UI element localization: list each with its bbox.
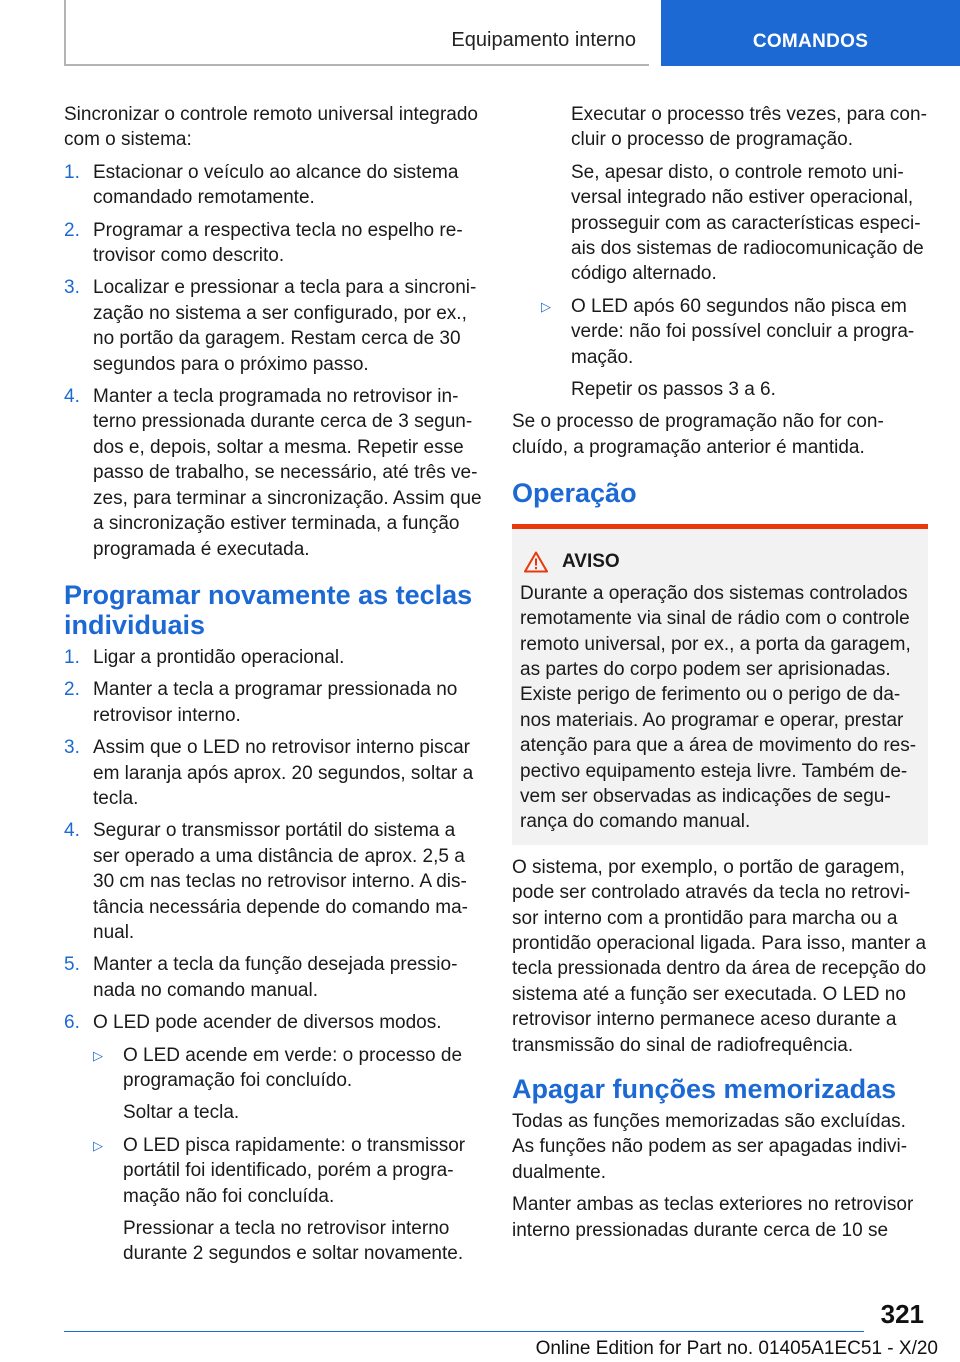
step-number: 3. <box>64 737 80 759</box>
step-number: 4. <box>64 820 80 842</box>
step-text: Segurar o transmissor portátil do sistema a ser operado a uma distância de aprox. 2,5 a 30 cm nas teclas no retrovisor interno. A distância necessária depende do comando manual. <box>93 820 468 943</box>
step-text: Manter a tecla a programar pressionada no retrovisor interno. <box>93 679 458 726</box>
section-title: Equipamento interno <box>451 29 636 51</box>
step-number: 5. <box>64 954 80 976</box>
bullet-text: O LED pisca rapidamente: o transmissor portátil foi identificado, porém a programação não foi concluída. <box>123 1134 466 1207</box>
list-item <box>64 384 482 562</box>
warning-title <box>520 549 920 574</box>
heading-delete: Apagar funções memorizadas <box>512 1074 897 1104</box>
triangle-bullet-icon: ▷ <box>93 1137 103 1153</box>
bullet-text: O LED acende em verde: o processo de programação foi concluído. <box>123 1044 463 1091</box>
warning-text: Durante a operação dos sistemas controlados remotamente via sinal de rádio com o controle remoto universal, por ex., a porta da garagem, as partes do corpo podem ser aprisionadas. Existe perigo de ferimento ou o perigo de danos materiais. Ao programar e operar, prestar atenção para que a área de movimento do respectivo equipamento esteja livre. Também devem ser observadas as indicações de segurança do comando manual. <box>520 582 917 833</box>
step-text: Estacionar o veículo ao alcance do sistema comandado remotamente. <box>93 161 459 209</box>
list-item <box>64 1010 482 1035</box>
step-text: Manter a tecla programada no retrovisor interno pressionada durante cerca de 3 segundos e, depois, soltar a mesma. Repetir esse passo de trabalho, se necessário, até três vezes, para terminar a sincronização. Assim que a sincronização estiver terminada, a função programada é executada. <box>93 386 482 560</box>
list-item <box>64 818 482 945</box>
step-text: Assim que o LED no retrovisor interno piscar em laranja após aprox. 20 segundos, soltar a tecla. <box>93 737 474 809</box>
triangle-bullet-icon: ▷ <box>541 298 551 314</box>
heading-operation: Operação <box>512 478 637 509</box>
step-number: 2. <box>64 679 80 701</box>
continuation-text: Se, apesar disto, o controle remoto universal integrado não estiver operacional, prosseguir com as características especiais dos sistemas de radiocomunicação de código alternado. <box>571 161 924 285</box>
step-text: Localizar e pressionar a tecla para a sincronização no sistema a ser configurado, por ex., no portão da garagem. Restam cerca de 30 segundos para o próximo passo. <box>93 277 477 375</box>
bullet-continuation: Repetir os passos 3 a 6. <box>571 379 776 401</box>
step-text: Manter a tecla da função desejada pressionada no comando manual. <box>93 954 458 1001</box>
list-item <box>64 218 482 269</box>
continuation-text: Executar o processo três vezes, para concluir o processo de programação. <box>571 104 927 151</box>
list-item <box>64 952 482 1003</box>
warning-label: AVISO <box>562 551 620 573</box>
list-item <box>64 160 482 211</box>
step-text: O LED pode acender de diversos modos. <box>93 1012 442 1034</box>
step-number: 3. <box>64 277 80 299</box>
bullet-text: O LED após 60 segundos não pisca em verde: não foi possível concluir a programação. <box>571 295 915 368</box>
list-item <box>64 735 482 811</box>
list-item <box>64 677 482 728</box>
right-column <box>512 102 928 1250</box>
page-header <box>0 0 960 66</box>
bullet-item <box>64 1133 482 1209</box>
step-number: 2. <box>64 219 80 241</box>
step-text: Ligar a prontidão operacional. <box>93 646 345 668</box>
step-number: 4. <box>64 386 80 408</box>
chapter-tab: COMANDOS <box>661 0 960 66</box>
paragraph: O sistema, por exemplo, o portão de garagem, pode ser controlado através da tecla no retrovisor interno com a prontidão para marcha ou a prontidão operacional ligada. Para isso, manter a tecla pressionada dentro da área de recepção do sistema até a função ser executada. O LED no retrovisor interno permanece aceso durante a transmissão do sinal de radiofrequência. <box>512 856 927 1056</box>
bullet-item <box>64 1043 482 1094</box>
left-column <box>64 102 482 1274</box>
page-number: 321 <box>880 1299 924 1329</box>
intro-paragraph: Sincronizar o controle remoto universal integrado com o sistema: <box>64 104 478 151</box>
step-number: 1. <box>64 161 80 183</box>
warning-box <box>512 524 928 844</box>
footer-rule <box>64 1331 864 1332</box>
warning-icon <box>524 551 548 573</box>
step-number: 1. <box>64 646 80 668</box>
list-item <box>64 275 482 377</box>
step-text: Programar a respectiva tecla no espelho retrovisor como descrito. <box>93 219 463 267</box>
paragraph: Manter ambas as teclas exteriores no retrovisor interno pressionadas durante cerca de 10 se <box>512 1194 914 1241</box>
footer-edition: Online Edition for Part no. 01405A1EC51 - X/20 <box>535 1338 938 1359</box>
bullet-continuation: Soltar a tecla. <box>123 1102 240 1124</box>
heading-reprogram: Programar novamente as teclas individuais <box>64 579 473 640</box>
paragraph: Se o processo de programação não for concluído, a programação anterior é mantida. <box>512 411 884 458</box>
header-rule-bottom <box>64 64 649 66</box>
list-item <box>64 645 482 670</box>
bullet-item <box>512 294 928 370</box>
paragraph: Todas as funções memorizadas são excluídas. As funções não podem as ser apagadas individualmente. <box>512 1111 908 1183</box>
bullet-continuation: Pressionar a tecla no retrovisor interno durante 2 segundos e soltar novamente. <box>123 1218 464 1265</box>
step-number: 6. <box>64 1012 80 1034</box>
header-rule-left <box>64 0 66 65</box>
triangle-bullet-icon: ▷ <box>93 1047 103 1063</box>
